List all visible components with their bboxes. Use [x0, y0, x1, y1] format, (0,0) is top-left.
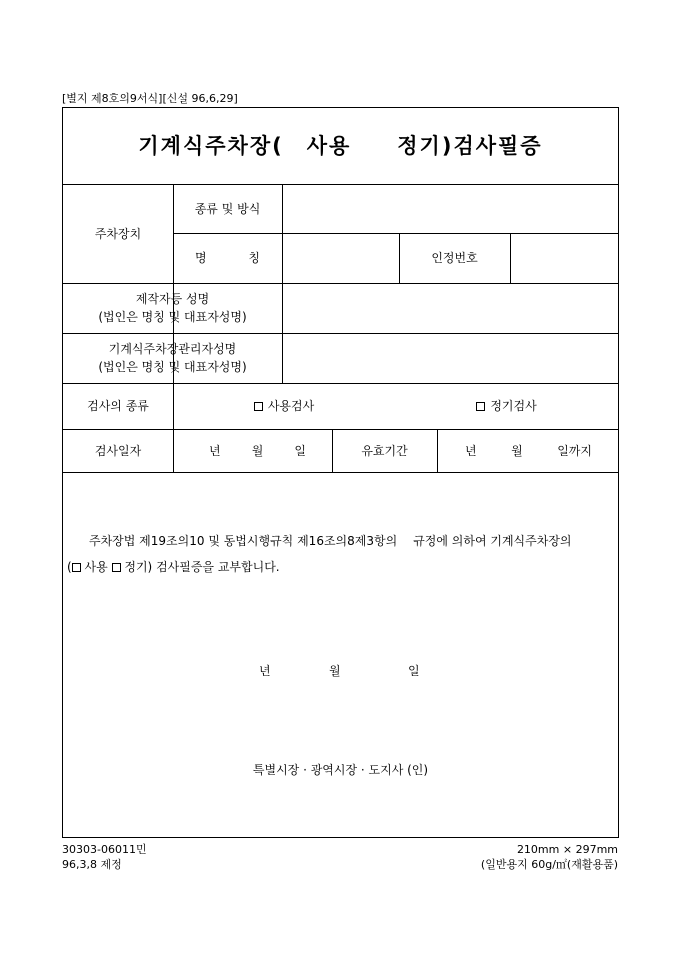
- footer-left: [62, 842, 147, 872]
- statement-text: 주차장법 제19조의10 및 동법시행규칙 제16조의8제3항의: [89, 534, 398, 548]
- use-inspection-option[interactable]: [173, 383, 395, 429]
- validity-month: 월: [511, 443, 523, 458]
- validity-day: 일까지: [557, 443, 592, 458]
- name-label: [173, 233, 282, 283]
- validity-label: 유효기간: [361, 443, 408, 458]
- manufacturer-label-line: (법인은 명칭 및 대표자성명): [98, 310, 247, 324]
- manager-field[interactable]: [282, 333, 618, 383]
- manufacturer-label: [63, 283, 282, 333]
- statement-line-1: [67, 528, 616, 554]
- checkbox-icon[interactable]: [254, 402, 263, 411]
- approval-number-label: 인정번호: [431, 251, 478, 265]
- regular-option-text: 정기): [124, 560, 153, 574]
- statement-text: 규정에 의하여 기계식주차장의: [413, 534, 572, 548]
- checkbox-icon[interactable]: [476, 402, 485, 411]
- checkbox-icon[interactable]: [72, 563, 81, 572]
- manufacturer-label-line: 제작자등 성명: [135, 292, 210, 306]
- regular-inspection-option[interactable]: [395, 383, 618, 429]
- manager-label: [63, 333, 282, 383]
- form-reference-note: [별지 제8호의9서식][신설 96,6,29]: [62, 92, 238, 105]
- enactment-date: 96,3,8 제정: [62, 858, 122, 871]
- certificate-statement: [63, 528, 620, 580]
- footer-right: [481, 842, 618, 872]
- name-label-char: 명: [195, 251, 207, 265]
- paper-type: (일반용지 60g/㎡(재활용품): [480, 858, 618, 871]
- parking-device-label: 주차장치: [94, 226, 142, 241]
- date-year: 년: [209, 443, 221, 458]
- validity-year: 년: [465, 443, 477, 458]
- date-day: 일: [294, 443, 306, 458]
- inspection-date-field[interactable]: [173, 429, 332, 472]
- inspection-date-label: 검사일자: [94, 443, 142, 458]
- form-title: 기계식주차장( 사용 정기)검사필증: [138, 134, 543, 158]
- statement-line-2: [67, 554, 616, 580]
- use-option-text: 사용: [84, 560, 108, 574]
- name-field[interactable]: [282, 233, 399, 283]
- form-code: 30303-06011민: [62, 843, 147, 856]
- issue-day: 일: [408, 664, 420, 678]
- use-inspection-label: 사용검사: [267, 399, 315, 413]
- manager-label-line: 기계식주차장관리자성명: [108, 342, 237, 356]
- issue-month: 월: [329, 664, 341, 678]
- paren-open: (: [67, 560, 72, 574]
- name-label-char: 칭: [248, 251, 260, 265]
- regular-inspection-label: 정기검사: [490, 399, 537, 413]
- validity-field[interactable]: [437, 429, 618, 472]
- date-month: 월: [251, 443, 264, 458]
- manufacturer-field[interactable]: [282, 283, 618, 333]
- type-method-label: 종류 및 방식: [194, 201, 261, 216]
- paper-size: 210mm × 297mm: [516, 843, 618, 856]
- manager-label-line: (법인은 명칭 및 대표자성명): [98, 360, 247, 374]
- statement-text: 검사필증을 교부합니다.: [156, 560, 280, 574]
- certificate-form: [62, 107, 619, 838]
- type-method-field[interactable]: [282, 184, 618, 233]
- inspection-type-label: 검사의 종류: [87, 399, 149, 413]
- approval-number-field[interactable]: [510, 233, 618, 283]
- row-divider: [63, 472, 618, 473]
- issue-year: 년: [259, 664, 271, 678]
- checkbox-icon[interactable]: [112, 563, 121, 572]
- issuer-signature: 특별시장 · 광역시장 · 도지사 (인): [252, 763, 429, 777]
